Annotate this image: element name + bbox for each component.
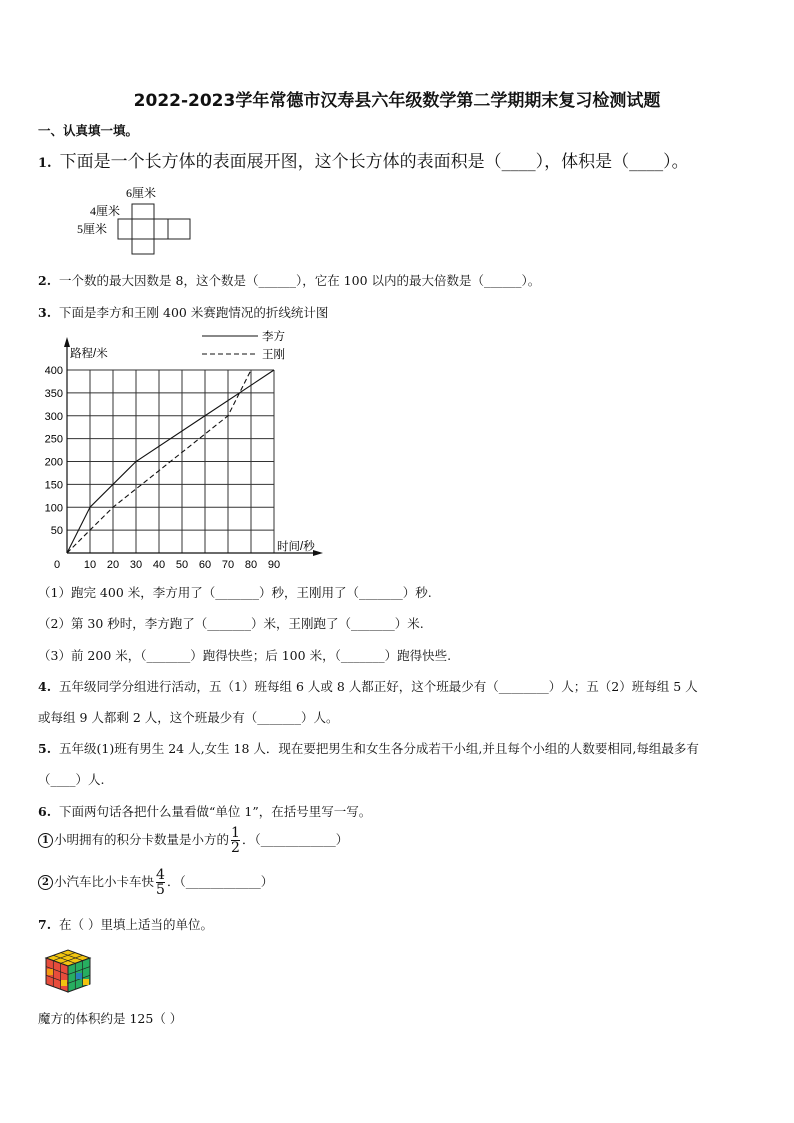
fraction <box>231 826 240 855</box>
statement-text: 小明拥有的积分卡数量是小方的 <box>54 832 230 847</box>
x-tick-label: 80 <box>244 559 258 571</box>
question-3-part-3: （3）前 200 米，（_______）跑得快些；后 100 米，（_______）跑得快些. <box>38 648 452 663</box>
y-tick-label: 350 <box>45 387 63 400</box>
fraction-numerator: 1 <box>231 825 240 841</box>
question-7-caption: 魔方的体积约是 125（ ） <box>38 1011 183 1026</box>
y-tick-label: 400 <box>45 365 63 377</box>
box-net-diagram <box>70 183 210 258</box>
x-axis-title: 时间/秒 <box>277 541 315 553</box>
question-5-line-2: （____）人. <box>38 772 105 787</box>
x-tick-label: 40 <box>152 559 166 571</box>
y-axis-title: 路程/米 <box>70 348 108 360</box>
statement-text: 小汽车比小卡车快 <box>54 874 155 889</box>
x-tick-label: 10 <box>83 559 97 571</box>
x-tick-label: 60 <box>198 559 212 571</box>
circled-number-2: 2 <box>38 875 53 890</box>
legend-label: 李方 <box>262 331 285 343</box>
question-text: 下面两句话各把什么量看做“单位 1”，在括号里写一写。 <box>59 804 372 819</box>
y-tick-label: 200 <box>45 456 63 469</box>
fraction <box>156 868 165 897</box>
fraction-numerator: 4 <box>156 867 165 883</box>
y-axis-arrow <box>64 337 70 347</box>
question-5 <box>38 739 699 757</box>
legend-label: 王刚 <box>262 349 285 361</box>
question-text: 下面是李方和王刚 400 米赛跑情况的折线统计图 <box>59 305 329 320</box>
question-6-statement-1 <box>38 826 348 855</box>
question-6-statement-2 <box>38 868 273 897</box>
fraction-denominator: 5 <box>156 882 165 898</box>
question-2 <box>38 271 540 289</box>
y-tick-label: 100 <box>45 502 63 515</box>
question-number: 5. <box>38 741 52 756</box>
x-tick-label: 90 <box>267 559 281 571</box>
x-tick-label: 30 <box>129 559 143 571</box>
question-number: 7. <box>38 917 52 932</box>
answer-blank: ．（____________） <box>241 832 349 847</box>
question-text: 一个数的最大因数是 8，这个数是（______），它在 100 以内的最大倍数是（______）。 <box>59 273 541 288</box>
answer-blank: ．（____________） <box>166 874 274 889</box>
question-number: 6. <box>38 804 52 819</box>
question-3 <box>38 303 328 321</box>
x-tick-label: 20 <box>106 559 120 571</box>
question-text: 在（ ）里填上适当的单位。 <box>59 917 213 932</box>
question-number: 4. <box>38 679 52 694</box>
question-3-part-1: （1）跑完 400 米，李方用了（_______）秒，王刚用了（_______）秒. <box>38 585 432 600</box>
y-tick-label: 50 <box>50 525 63 538</box>
question-4-line-2: 或每组 9 人都剩 2 人，这个班最少有（_______）人。 <box>38 710 339 725</box>
x-tick-label: 50 <box>175 559 189 571</box>
net-faces <box>118 204 190 254</box>
x-tick-label: 0 <box>53 559 61 571</box>
rubiks-cube-image <box>42 946 94 996</box>
question-number: 3. <box>38 305 52 320</box>
circled-number-1: 1 <box>38 833 53 848</box>
question-text-line-1: 五年级同学分组进行活动，五（1）班每组 6 人或 8 人都正好，这个班最少有（________）人；五（2）班每组 5 人 <box>59 679 698 694</box>
y-tick-label: 300 <box>45 410 63 423</box>
fraction-denominator: 2 <box>231 840 240 856</box>
question-text-line-1: 五年级(1)班有男生 24 人,女生 18 人．现在要把男生和女生各分成若干小组,并且每个小组的人数要相同,每组最多有 <box>59 741 699 756</box>
question-7 <box>38 915 213 933</box>
net-label-width: 6厘米 <box>126 186 157 200</box>
net-label-depth: 4厘米 <box>90 204 121 218</box>
question-4 <box>38 677 698 695</box>
y-tick-label: 150 <box>45 479 63 492</box>
page-title: 2022-2023学年常德市汉寿县六年级数学第二学期期末复习检测试题 <box>133 91 661 111</box>
question-6 <box>38 802 371 820</box>
line-chart <box>45 325 335 573</box>
y-tick-label: 250 <box>45 433 63 446</box>
question-text: 下面是一个长方体的表面展开图，这个长方体的表面积是（____），体积是（____）。 <box>59 152 689 172</box>
x-tick-label: 70 <box>221 559 235 571</box>
net-label-height: 5厘米 <box>77 222 108 236</box>
question-number: 2. <box>38 273 52 288</box>
question-1 <box>38 147 689 172</box>
question-3-part-2: （2）第 30 秒时，李方跑了（_______）米，王刚跑了（_______）米. <box>38 616 424 631</box>
section-heading: 一、认真填一填。 <box>38 123 139 138</box>
question-number: 1. <box>38 156 52 171</box>
